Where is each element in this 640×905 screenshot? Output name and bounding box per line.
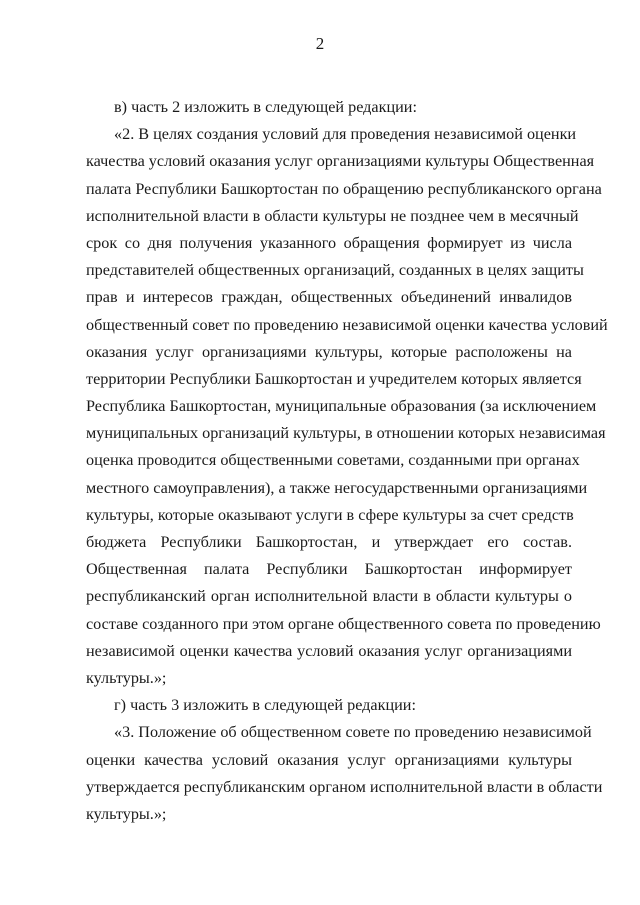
text-line: качества условий оказания услуг организациями культуры Общественная [86, 152, 595, 171]
text-line: культуры, которые оказывают услуги в сфере культуры за счет средств [86, 505, 574, 524]
text-line: срок со дня получения указанного обращения формирует из числа [86, 233, 572, 252]
paragraph-item-g [86, 692, 572, 719]
text-line: культуры.»; [86, 668, 167, 687]
paragraph-part-3-text [86, 719, 603, 828]
text-line: палата Республики Башкортостан по обращению республиканского органа [86, 179, 602, 198]
paragraph-item-v [86, 94, 572, 121]
page-number: 2 [315, 34, 325, 53]
paragraph-part-2-text [86, 121, 608, 692]
text-line: «2. В целях создания условий для проведения независимой оценки [114, 125, 577, 144]
text-line: независимой оценки качества условий оказания услуг организациями [86, 641, 572, 660]
document-body [86, 94, 608, 828]
text-line: бюджета Республики Башкортостан, и утверждает его состав. [86, 533, 572, 551]
text-line: территории Республики Башкортостан и учредителем которых является [86, 369, 582, 388]
text-line: оценка проводится общественными советами, созданными при органах [86, 451, 580, 470]
text-line: утверждается республиканским органом исполнительной власти в области [86, 777, 603, 796]
text-line: «3. Положение об общественном совете по проведению независимой [114, 723, 592, 742]
text-line: прав и интересов граждан, общественных объединений инвалидов [86, 288, 572, 307]
text-line: общественный совет по проведению независимой оценки качества условий [86, 315, 608, 334]
text-line: оценки качества условий оказания услуг организациями культуры [86, 750, 572, 769]
text-line: г) часть 3 изложить в следующей редакции: [114, 696, 416, 715]
text-line: представителей общественных организаций, созданных в целях защиты [86, 261, 584, 280]
text-line: культуры.»; [86, 804, 167, 823]
text-line: в) часть 2 изложить в следующей редакции: [114, 98, 417, 116]
text-line: республиканский орган исполнительной власти в области культуры о [86, 587, 572, 606]
text-line: муниципальных организаций культуры, в отношении которых независимая [86, 424, 606, 443]
text-line: Республика Башкортостан, муниципальные образования (за исключением [86, 397, 597, 416]
text-line: составе созданного при этом органе общественного совета по проведению [86, 614, 601, 633]
text-line: исполнительной власти в области культуры не позднее чем в месячный [86, 206, 579, 225]
text-line: Общественная палата Республики Башкортостан информирует [86, 560, 572, 579]
text-line: местного самоуправления), а также негосударственными организациями [86, 478, 588, 497]
text-line: оказания услуг организациями культуры, которые расположены на [86, 342, 572, 361]
